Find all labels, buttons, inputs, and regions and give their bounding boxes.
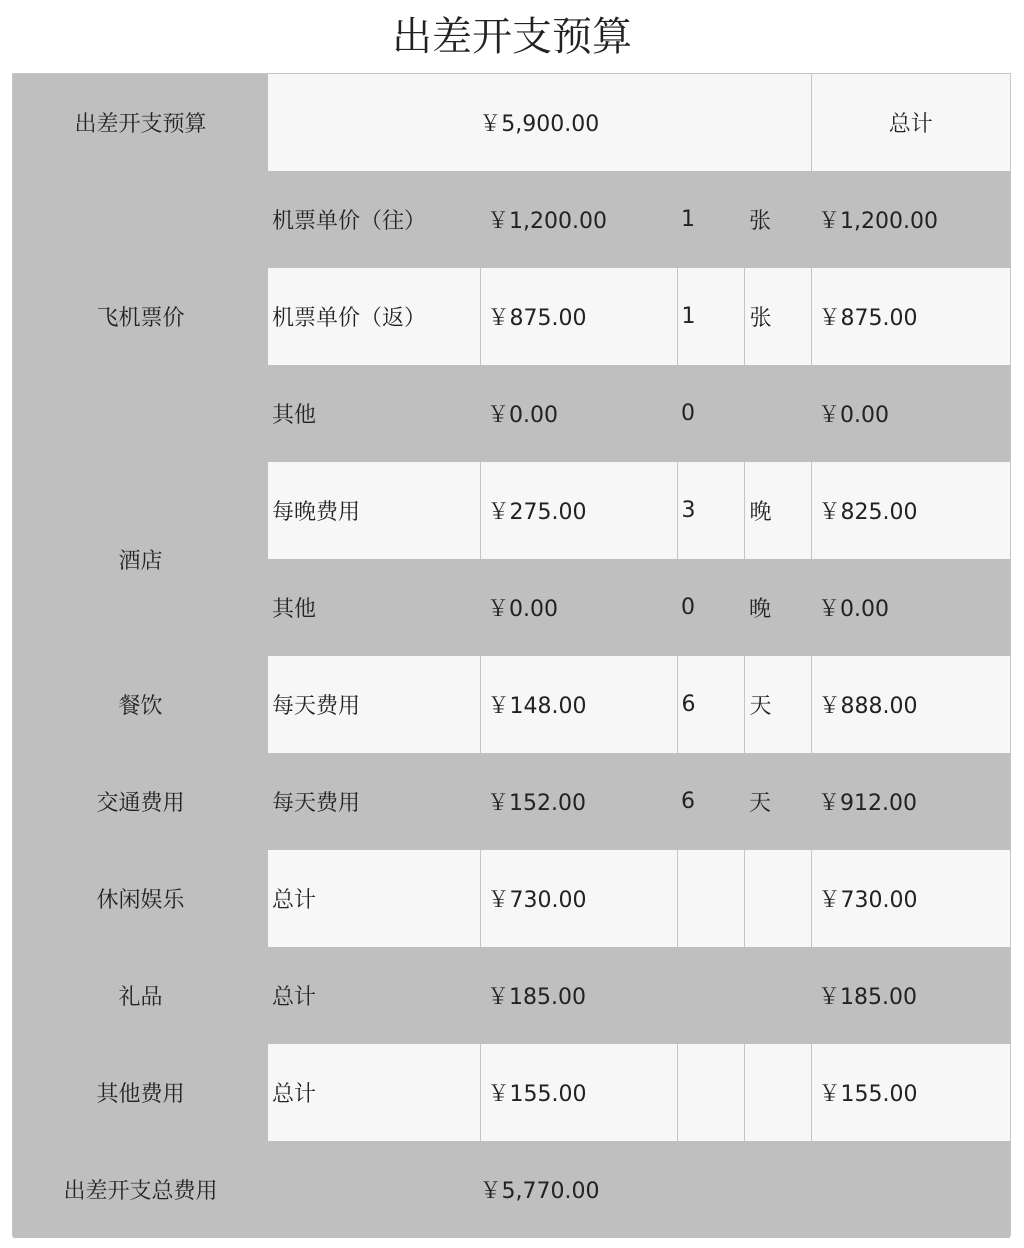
item-cell[interactable]: 机票单价（往） [268,171,480,268]
unit-cell[interactable]: 晚 [744,559,811,656]
price-cell[interactable]: ￥152.00 [480,753,677,850]
unit-cell[interactable]: 天 [744,656,811,753]
grand-total-spacer [811,1141,1010,1238]
qty-cell[interactable]: 1 [677,268,744,365]
table-row [13,462,1010,559]
qty-cell[interactable]: 0 [677,365,744,462]
price-cell[interactable]: ￥730.00 [480,850,677,947]
item-cell[interactable]: 每天费用 [268,656,480,753]
unit-cell[interactable]: 晚 [744,462,811,559]
total-header: 总计 [811,74,1010,171]
qty-cell[interactable]: 6 [677,753,744,850]
item-cell[interactable]: 机票单价（返） [268,268,480,365]
total-cell: ￥0.00 [811,559,1010,656]
total-cell: ￥730.00 [811,850,1010,947]
grand-total-label: 出差开支总费用 [13,1141,268,1238]
item-cell[interactable]: 每晚费用 [268,462,480,559]
table-row [13,656,1010,753]
category-gifts: 礼品 [13,947,268,1044]
category-transport: 交通费用 [13,753,268,850]
price-cell[interactable]: ￥148.00 [480,656,677,753]
page-title: 出差开支预算 [392,14,632,60]
item-cell[interactable]: 每天费用 [268,753,480,850]
total-cell: ￥1,200.00 [811,171,1010,268]
total-cell: ￥888.00 [811,656,1010,753]
table-row [13,850,1010,947]
budget-table [13,74,1010,1238]
qty-cell[interactable] [677,947,744,1044]
total-cell: ￥185.00 [811,947,1010,1044]
table-row [13,753,1010,850]
budget-header-row [13,74,1010,171]
category-dining: 餐饮 [13,656,268,753]
price-cell[interactable]: ￥275.00 [480,462,677,559]
qty-cell[interactable]: 6 [677,656,744,753]
unit-cell[interactable]: 张 [744,268,811,365]
item-cell[interactable]: 总计 [268,947,480,1044]
price-cell[interactable]: ￥1,200.00 [480,171,677,268]
price-cell[interactable]: ￥155.00 [480,1044,677,1141]
price-cell[interactable]: ￥0.00 [480,559,677,656]
table-row [13,947,1010,1044]
total-cell: ￥875.00 [811,268,1010,365]
unit-cell[interactable]: 张 [744,171,811,268]
item-cell[interactable]: 其他 [268,559,480,656]
qty-cell[interactable]: 3 [677,462,744,559]
category-leisure: 休闲娱乐 [13,850,268,947]
item-cell[interactable]: 其他 [268,365,480,462]
unit-cell[interactable] [744,850,811,947]
price-cell[interactable]: ￥0.00 [480,365,677,462]
budget-amount[interactable]: ￥5,900.00 [268,74,811,171]
qty-cell[interactable]: 1 [677,171,744,268]
grand-total-row [13,1141,1010,1238]
qty-cell[interactable] [677,1044,744,1141]
category-hotel: 酒店 [13,462,268,656]
category-other: 其他费用 [13,1044,268,1141]
table-row [13,171,1010,268]
unit-cell[interactable] [744,947,811,1044]
qty-cell[interactable]: 0 [677,559,744,656]
qty-cell[interactable] [677,850,744,947]
budget-sheet [12,73,1011,1236]
grand-total-amount: ￥5,770.00 [268,1141,811,1238]
total-cell: ￥825.00 [811,462,1010,559]
unit-cell[interactable]: 天 [744,753,811,850]
table-row [13,1044,1010,1141]
total-cell: ￥155.00 [811,1044,1010,1141]
price-cell[interactable]: ￥185.00 [480,947,677,1044]
unit-cell[interactable] [744,365,811,462]
category-flight: 飞机票价 [13,171,268,462]
item-cell[interactable]: 总计 [268,850,480,947]
item-cell[interactable]: 总计 [268,1044,480,1141]
unit-cell[interactable] [744,1044,811,1141]
total-cell: ￥912.00 [811,753,1010,850]
price-cell[interactable]: ￥875.00 [480,268,677,365]
budget-label: 出差开支预算 [13,74,268,171]
total-cell: ￥0.00 [811,365,1010,462]
